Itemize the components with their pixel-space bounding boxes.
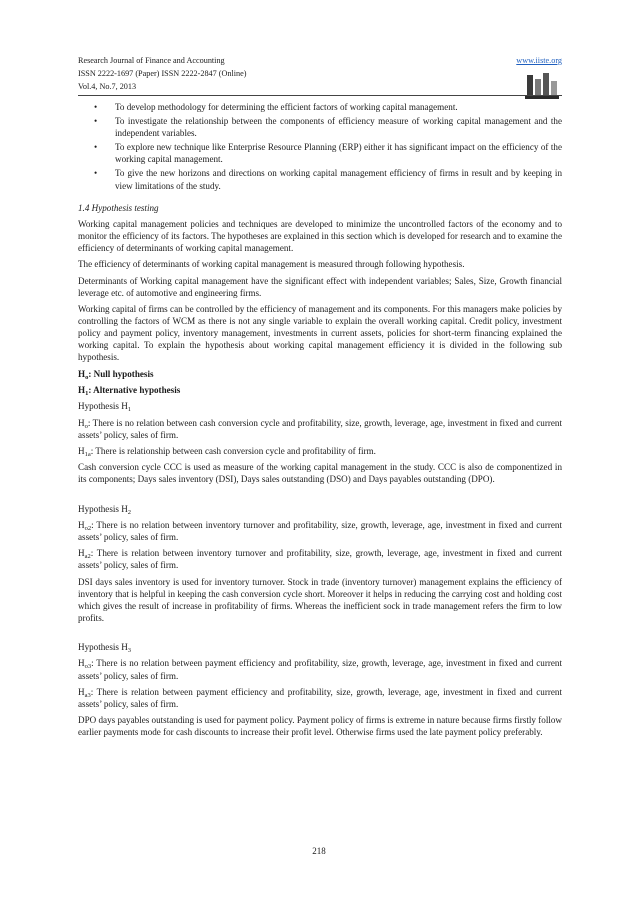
paragraph: Determinants of Working capital management have the significant effect with independent variables; Sales, Size, Growth financial leverage etc. of automotive and engineering firms. [78,275,562,298]
hypothesis-statement: $H_{o2}$: There is no relation between inventory turnover and profitability, size, growth, leverage, age, investment in fixed and current assets’ policy, sales of firm. [78,519,562,542]
bullet-icon: • [94,168,98,179]
section-heading: 1.4 Hypothesis testing [78,202,159,213]
paragraph: DPO days payables outstanding is used for payment policy. Payment policy of firms is extreme in nature because firms firstly follow earlier payments mode for cash discounts to increase their profit level. Otherwise firms used the late payment policy preferably. [78,715,562,738]
hypothesis-statement: $H_o$: There is no relation between cash conversion cycle and profitability, size, growth, leverage, age, investment in fixed and current assets’ policy, sales of firm. [78,417,562,440]
alt-hypothesis-label: $H_1$: Alternative hypothesis [78,385,181,397]
article-body [78,101,562,743]
bullet-icon: • [94,116,98,127]
page-number: 218 [312,846,326,856]
issn-line: ISSN 2222-1697 (Paper) ISSN 2222-2847 (Online) [78,69,247,78]
hypothesis-heading-1: Hypothesis $H_1$ [78,401,132,414]
journal-name: Research Journal of Finance and Accounting [78,56,225,65]
hypothesis-statement: $H_{o3}$: There is no relation between payment efficiency and profitability, size, growth, leverage, age, investment in fixed and current assets’ policy, sales of firm. [78,658,562,681]
hypothesis-heading-3: Hypothesis $H_3$ [78,642,132,655]
list-item: • To investigate the relationship between the components of efficiency measure of working capital management and the independent variables. [94,116,562,139]
hypothesis-heading-2: Hypothesis $H_2$ [78,503,132,516]
paragraph: Working capital management policies and techniques are developed to minimize the uncontrolled factors of the economy and to monitor the efficiency of its factors. The hypotheses are explained in this section which is developed for research and to examine the efficiency of determinants of working capital management. [78,218,562,254]
hypothesis-statement: $H_{a2}$: There is relation between inventory turnover and profitability, size, growth, leverage, age, investment in fixed and current assets’ policy, sales of firm. [78,548,562,571]
list-item: • To develop methodology for determining the efficient factors of working capital management. [94,102,458,112]
objectives-list [78,101,562,192]
page-header [78,54,562,93]
iiste-logo [525,71,559,101]
journal-url-link[interactable]: www.iiste.org [516,56,562,65]
hypothesis-statement: $H_{1a}$: There is relationship between cash conversion cycle and profitability of firm. [78,445,376,458]
list-item: • To give the new horizons and directions on working capital management efficiency of firms in result and by keeping in view limitations of the study. [94,168,562,191]
paragraph: DSI days sales inventory is used for inventory turnover. Stock in trade (inventory turnover) management explains the efficiency of inventory that is helpful in keeping the cash conversion cycle short. Moreover it helps in reducing the carrying cost and holding cost which gives the result of increase in profitability of firms. Whereas the inefficient sock in trade management refers the firm to low profits. [78,576,562,623]
hypothesis-statement: $H_{a3}$: There is relation between payment efficiency and profitability, size, growth, leverage, age, investment in fixed and current assets’ policy, sales of firm. [78,686,562,709]
bullet-icon: • [94,102,98,112]
paragraph: Working capital of firms can be controlled by the efficiency of management and its components. For this managers make policies by controlling the factors of WCM as there is not any single variable to explain the overall working capital. Credit policy, investment policy and payment policy, inventory management, investments in current assets, policies for short-term financing explained the working capital. To explain the hypothesis about working capital management efficiency it is divided in the following sub hypothesis. [78,304,562,363]
header-divider [78,95,562,96]
volume-line: Vol.4, No.7, 2013 [78,82,137,91]
bullet-icon: • [94,142,98,153]
paragraph: Cash conversion cycle CCC is used as measure of the working capital management in the study. CCC is also de componentized in its components; Days sales inventory (DSI), Days sales outstanding (DSO) and Days payables outstanding (DPO). [78,462,562,485]
list-item: • To explore new technique like Enterprise Resource Planning (ERP) either it has significant impact on the efficiency of the working capital management. [94,142,562,165]
null-hypothesis-label: $H_o$: Null hypothesis [78,368,154,381]
paragraph: The efficiency of determinants of working capital management is measured through following hypothesis. [78,259,465,270]
